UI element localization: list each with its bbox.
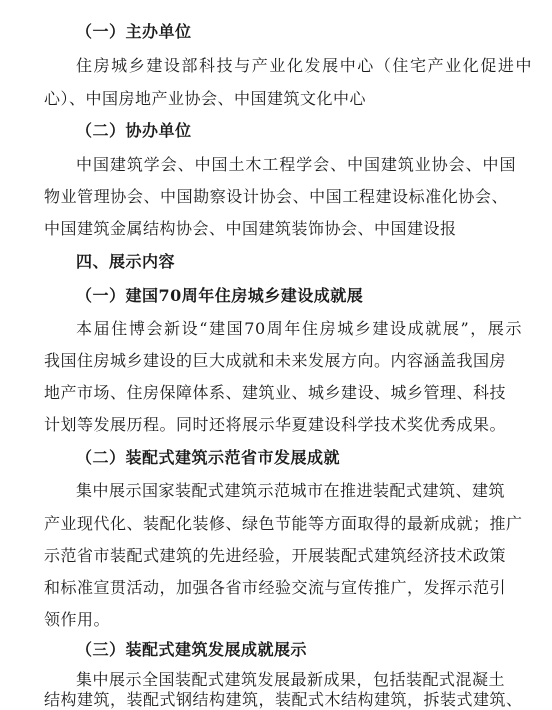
sub2-line-3: 示范省市装配式建筑的先进经验，开展装配式建筑经济技术政策 (44, 546, 507, 565)
sub2-heading: （二）装配式建筑示范省市发展成就 (76, 448, 341, 467)
co-organizer-line-3: 中国建筑金属结构协会、中国建筑装饰协会、中国建设报 (44, 219, 457, 238)
exhibition-heading: 四、展示内容 (76, 252, 176, 271)
sub2-line-1: 集中展示国家装配式建筑示范城市在推进装配式建筑、建筑 (76, 481, 506, 500)
sub1-line-3: 地产市场、住房保障体系、建筑业、城乡建设、城乡管理、科技 (44, 383, 507, 402)
organizer-line-2: 心）、中国房地产业协会、中国建筑文化中心 (44, 89, 367, 108)
sub2-line-2: 产业现代化、装配化装修、绿色节能等方面取得的最新成就；推广 (44, 514, 523, 533)
organizer-line-1: 住房城乡建设部科技与产业化发展中心（住宅产业化促进中 (76, 56, 532, 75)
organizer-heading: （一）主办单位 (76, 22, 192, 41)
co-organizer-line-2: 物业管理协会、中国勘察设计协会、中国工程建设标准化协会、 (44, 187, 508, 206)
sub3-heading: （三）装配式建筑发展成就展示 (76, 640, 308, 659)
sub3-line-1: 集中展示全国装配式建筑发展最新成果，包括装配式混凝土 (76, 670, 506, 689)
sub2-line-5: 领作用。 (44, 610, 111, 629)
co-organizer-line-1: 中国建筑学会、中国土木工程学会、中国建筑业协会、中国 (76, 155, 516, 174)
co-organizer-heading: （二）协办单位 (76, 121, 192, 140)
sub3-line-2: 结构建筑，装配式钢结构建筑，装配式木结构建筑，拆装式建筑、 (44, 690, 523, 709)
sub1-line-2: 我国住房城乡建设的巨大成就和未来发展方向。内容涵盖我国房 (44, 351, 507, 370)
sub1-line-4: 计划等发展历程。同时还将展示华夏建设科学技术奖优秀成果。 (44, 415, 507, 434)
sub2-line-4: 和标准宣贯活动，加强各省市经验交流与宣传推广，发挥示范引 (44, 578, 507, 597)
sub1-heading: （一）建国70周年住房城乡建设成就展 (76, 286, 364, 305)
sub1-line-1: 本届住博会新设“建国70周年住房城乡建设成就展”，展示 (76, 319, 522, 338)
